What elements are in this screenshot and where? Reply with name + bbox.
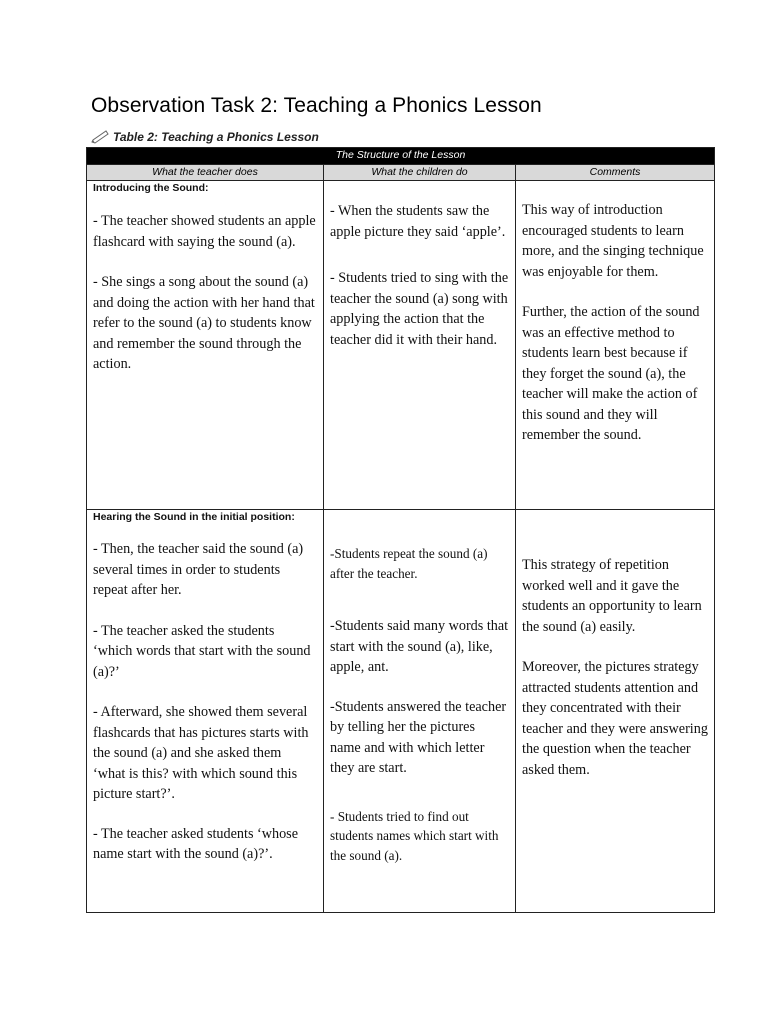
teacher-cell	[87, 181, 324, 510]
children-text: - Students tried to find out students names which start with the sound (a).	[330, 808, 499, 863]
children-text: -Students answered the teacher by telling her the pictures name and with which letter they are start.	[330, 698, 507, 776]
teacher-text: - The teacher asked students ‘whose name start with the sound (a)?’.	[93, 825, 298, 862]
table-caption	[90, 128, 319, 146]
caption-text: Table 2: Teaching a Phonics Lesson	[113, 130, 319, 144]
section-label: Introducing the Sound:	[93, 182, 209, 194]
column-header-comments: Comments	[516, 165, 715, 181]
teacher-text: - The teacher showed students an apple flashcard with saying the sound (a).	[93, 213, 316, 250]
children-cell	[324, 181, 516, 510]
teacher-text: - The teacher asked the students ‘which words that start with the sound (a)?’	[93, 622, 311, 680]
children-cell	[324, 510, 516, 913]
children-text: - Students tried to sing with the teacher the sound (a) song with applying the action that the teacher did it with their hand.	[330, 270, 509, 348]
table-banner-row	[87, 148, 715, 165]
comments-text: Further, the action of the sound was an effective method to students learn best because if they forget the sound (a), the teacher will make the action of this sound and they will remember the sound.	[522, 304, 700, 443]
children-text: - When the students saw the apple picture they said ‘apple’.	[330, 203, 506, 240]
section-label: Hearing the Sound in the initial position:	[93, 511, 295, 523]
comments-text: Moreover, the pictures strategy attracted students attention and they concentrated with their teacher and they were answering the question when the teacher asked them.	[522, 659, 708, 778]
comments-cell	[516, 181, 715, 510]
teacher-cell	[87, 510, 324, 913]
teacher-text: - She sings a song about the sound (a) and doing the action with her hand that refer to the sound (a) to students know and remember the sound through the action.	[93, 274, 315, 372]
column-header-row	[87, 165, 715, 181]
table-banner: The Structure of the Lesson	[87, 148, 715, 165]
children-text: -Students repeat the sound (a) after the teacher.	[330, 546, 488, 581]
table-row	[87, 510, 715, 913]
column-header-children: What the children do	[324, 165, 516, 181]
table-row	[87, 181, 715, 510]
comments-text: This way of introduction encouraged students to learn more, and the singing technique was enjoyable for them.	[522, 202, 704, 280]
teacher-text: - Afterward, she showed them several flashcards that has pictures starts with the sound (a) and she asked them ‘what is this? with which sound this picture start?’.	[93, 704, 309, 802]
lesson-structure-table	[86, 147, 715, 913]
page-title: Observation Task 2: Teaching a Phonics Lesson	[91, 94, 542, 117]
comments-cell	[516, 510, 715, 913]
comments-text: This strategy of repetition worked well and it gave the students an opportunity to learn the sound (a) easily.	[522, 557, 702, 635]
teacher-text: - Then, the teacher said the sound (a) several times in order to students repeat after her.	[93, 541, 304, 598]
children-text: -Students said many words that start with the sound (a), like, apple, ant.	[330, 618, 509, 675]
pencil-icon	[90, 130, 110, 144]
column-header-teacher: What the teacher does	[87, 165, 324, 181]
